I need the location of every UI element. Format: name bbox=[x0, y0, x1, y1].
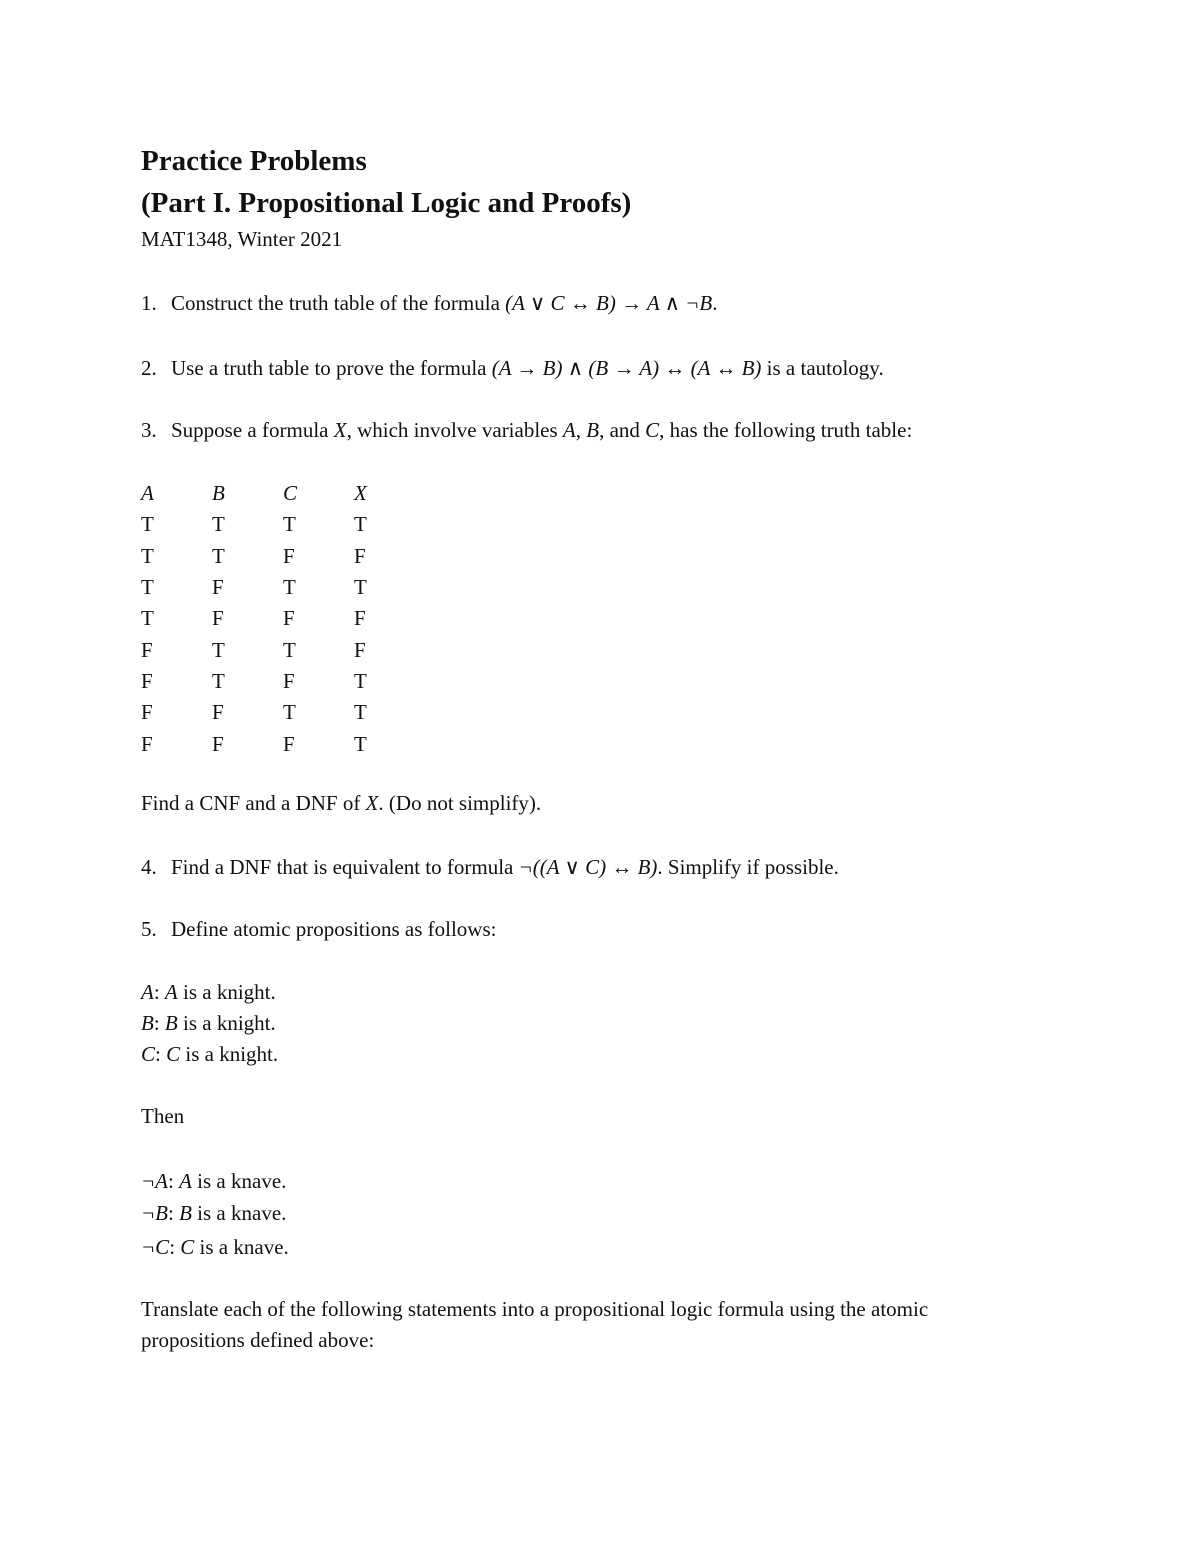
then-label: Then bbox=[141, 1104, 185, 1128]
definition-text: is a knight. bbox=[177, 1011, 276, 1035]
negation-line bbox=[141, 1234, 289, 1260]
table-cell: T bbox=[212, 668, 225, 693]
table-cell: F bbox=[354, 543, 366, 568]
formula: (A → B) ∧ (B → A) ↔ (A ↔ B) bbox=[491, 356, 762, 380]
table-cell: F bbox=[283, 606, 295, 631]
subject: B bbox=[179, 1201, 192, 1225]
proposition-symbol: ¬A bbox=[141, 1169, 168, 1193]
problem-5 bbox=[141, 916, 496, 942]
translate-instruction: Translate each of the following statements into a propositional logic formula using the atomic bbox=[141, 1297, 929, 1321]
problem-text: Find a CNF and a DNF of bbox=[141, 791, 366, 815]
problem-3-task bbox=[141, 790, 541, 816]
problem-number: 4. bbox=[141, 855, 157, 879]
problem-text: , has the following truth table: bbox=[659, 418, 913, 442]
subject: A bbox=[179, 1169, 192, 1193]
problem-text: , which involve variables bbox=[346, 418, 563, 442]
proposition-symbol: ¬C bbox=[141, 1235, 170, 1259]
page-subtitle: (Part I. Propositional Logic and Proofs) bbox=[141, 187, 632, 219]
table-cell: T bbox=[141, 575, 154, 600]
problem-text: Use a truth table to prove the formula bbox=[171, 356, 492, 380]
table-cell: T bbox=[354, 512, 367, 537]
table-cell: T bbox=[354, 700, 367, 725]
definition-line bbox=[141, 1010, 276, 1036]
table-cell: F bbox=[283, 543, 295, 568]
translate-instruction-continued: propositions defined above: bbox=[141, 1328, 375, 1352]
table-cell: T bbox=[283, 512, 296, 537]
problem-text: Construct the truth table of the formula bbox=[171, 291, 506, 315]
table-cell: F bbox=[283, 731, 295, 756]
subject: C bbox=[166, 1042, 181, 1066]
truth-table-header bbox=[141, 478, 425, 509]
subject: A bbox=[164, 980, 178, 1004]
definition-text: is a knave. bbox=[191, 1169, 287, 1193]
problem-number: 5. bbox=[141, 917, 157, 941]
proposition-symbol: A bbox=[141, 980, 154, 1004]
table-row bbox=[141, 541, 425, 572]
table-row bbox=[141, 728, 425, 759]
table-cell: F bbox=[141, 637, 153, 662]
header-cell: C bbox=[283, 481, 298, 506]
table-cell: F bbox=[212, 700, 224, 725]
table-row bbox=[141, 634, 425, 665]
table-cell: T bbox=[283, 700, 296, 725]
definition-line bbox=[141, 1041, 278, 1067]
variable: A bbox=[562, 418, 576, 442]
subject: B bbox=[164, 1011, 178, 1035]
subject: C bbox=[180, 1235, 195, 1259]
problem-3 bbox=[141, 417, 912, 443]
proposition-symbol: C bbox=[141, 1042, 156, 1066]
negation-line bbox=[141, 1168, 286, 1194]
table-row bbox=[141, 509, 425, 540]
truth-table bbox=[141, 478, 425, 760]
table-cell: F bbox=[354, 637, 366, 662]
negation-line bbox=[141, 1200, 286, 1226]
table-cell: F bbox=[212, 575, 224, 600]
table-cell: F bbox=[141, 668, 153, 693]
problem-number: 1. bbox=[141, 291, 157, 315]
course-label: MAT1348, Winter 2021 bbox=[141, 227, 343, 251]
variable: C bbox=[645, 418, 660, 442]
table-cell: T bbox=[212, 637, 225, 662]
formula: ¬((A ∨ C) ↔ B) bbox=[518, 855, 658, 879]
formula: (A ∨ C ↔ B) → A ∧ ¬B bbox=[505, 291, 713, 315]
definition-line bbox=[141, 979, 276, 1005]
problem-text: . Simplify if possible. bbox=[657, 855, 839, 879]
header-cell: A bbox=[141, 481, 154, 506]
table-cell: T bbox=[212, 543, 225, 568]
problem-text: . (Do not simplify). bbox=[378, 791, 542, 815]
table-cell: F bbox=[141, 731, 153, 756]
table-cell: T bbox=[212, 512, 225, 537]
proposition-symbol: B bbox=[141, 1011, 154, 1035]
definition-text: is a knave. bbox=[191, 1201, 287, 1225]
problem-text: Define atomic propositions as follows: bbox=[171, 917, 497, 941]
table-cell: F bbox=[283, 668, 295, 693]
table-cell: T bbox=[283, 637, 296, 662]
table-row bbox=[141, 603, 425, 634]
problem-2 bbox=[141, 355, 884, 381]
definition-text: is a knight. bbox=[180, 1042, 279, 1066]
colon: : bbox=[155, 1042, 167, 1066]
table-row bbox=[141, 697, 425, 728]
colon: : bbox=[168, 1169, 180, 1193]
table-cell: F bbox=[212, 606, 224, 631]
table-cell: T bbox=[354, 731, 367, 756]
header-cell: B bbox=[212, 481, 225, 506]
header-cell: X bbox=[354, 481, 367, 506]
table-cell: F bbox=[141, 700, 153, 725]
problem-1 bbox=[141, 290, 718, 316]
table-cell: F bbox=[212, 731, 224, 756]
problem-text: , and bbox=[599, 418, 646, 442]
table-cell: T bbox=[141, 606, 154, 631]
colon: : bbox=[153, 980, 165, 1004]
definition-text: is a knave. bbox=[194, 1235, 289, 1259]
definition-text: is a knight. bbox=[177, 980, 276, 1004]
colon: : bbox=[168, 1201, 180, 1225]
problem-number: 3. bbox=[141, 418, 157, 442]
problem-text: is a tautology. bbox=[761, 356, 884, 380]
variable: X bbox=[365, 791, 379, 815]
table-cell: T bbox=[141, 543, 154, 568]
problem-number: 2. bbox=[141, 356, 157, 380]
problem-text: Suppose a formula bbox=[171, 418, 334, 442]
table-cell: T bbox=[283, 575, 296, 600]
table-cell: F bbox=[354, 606, 366, 631]
colon: : bbox=[153, 1011, 165, 1035]
colon: : bbox=[169, 1235, 181, 1259]
problem-text: , bbox=[575, 418, 587, 442]
problem-text: Find a DNF that is equivalent to formula bbox=[171, 855, 519, 879]
table-cell: T bbox=[354, 668, 367, 693]
table-cell: T bbox=[141, 512, 154, 537]
problem-4 bbox=[141, 854, 839, 880]
proposition-symbol: ¬B bbox=[141, 1201, 168, 1225]
table-row bbox=[141, 572, 425, 603]
table-row bbox=[141, 666, 425, 697]
variable: B bbox=[586, 418, 600, 442]
page-title: Practice Problems bbox=[141, 145, 367, 177]
problem-text: . bbox=[712, 291, 718, 315]
variable: X bbox=[333, 418, 347, 442]
table-cell: T bbox=[354, 575, 367, 600]
